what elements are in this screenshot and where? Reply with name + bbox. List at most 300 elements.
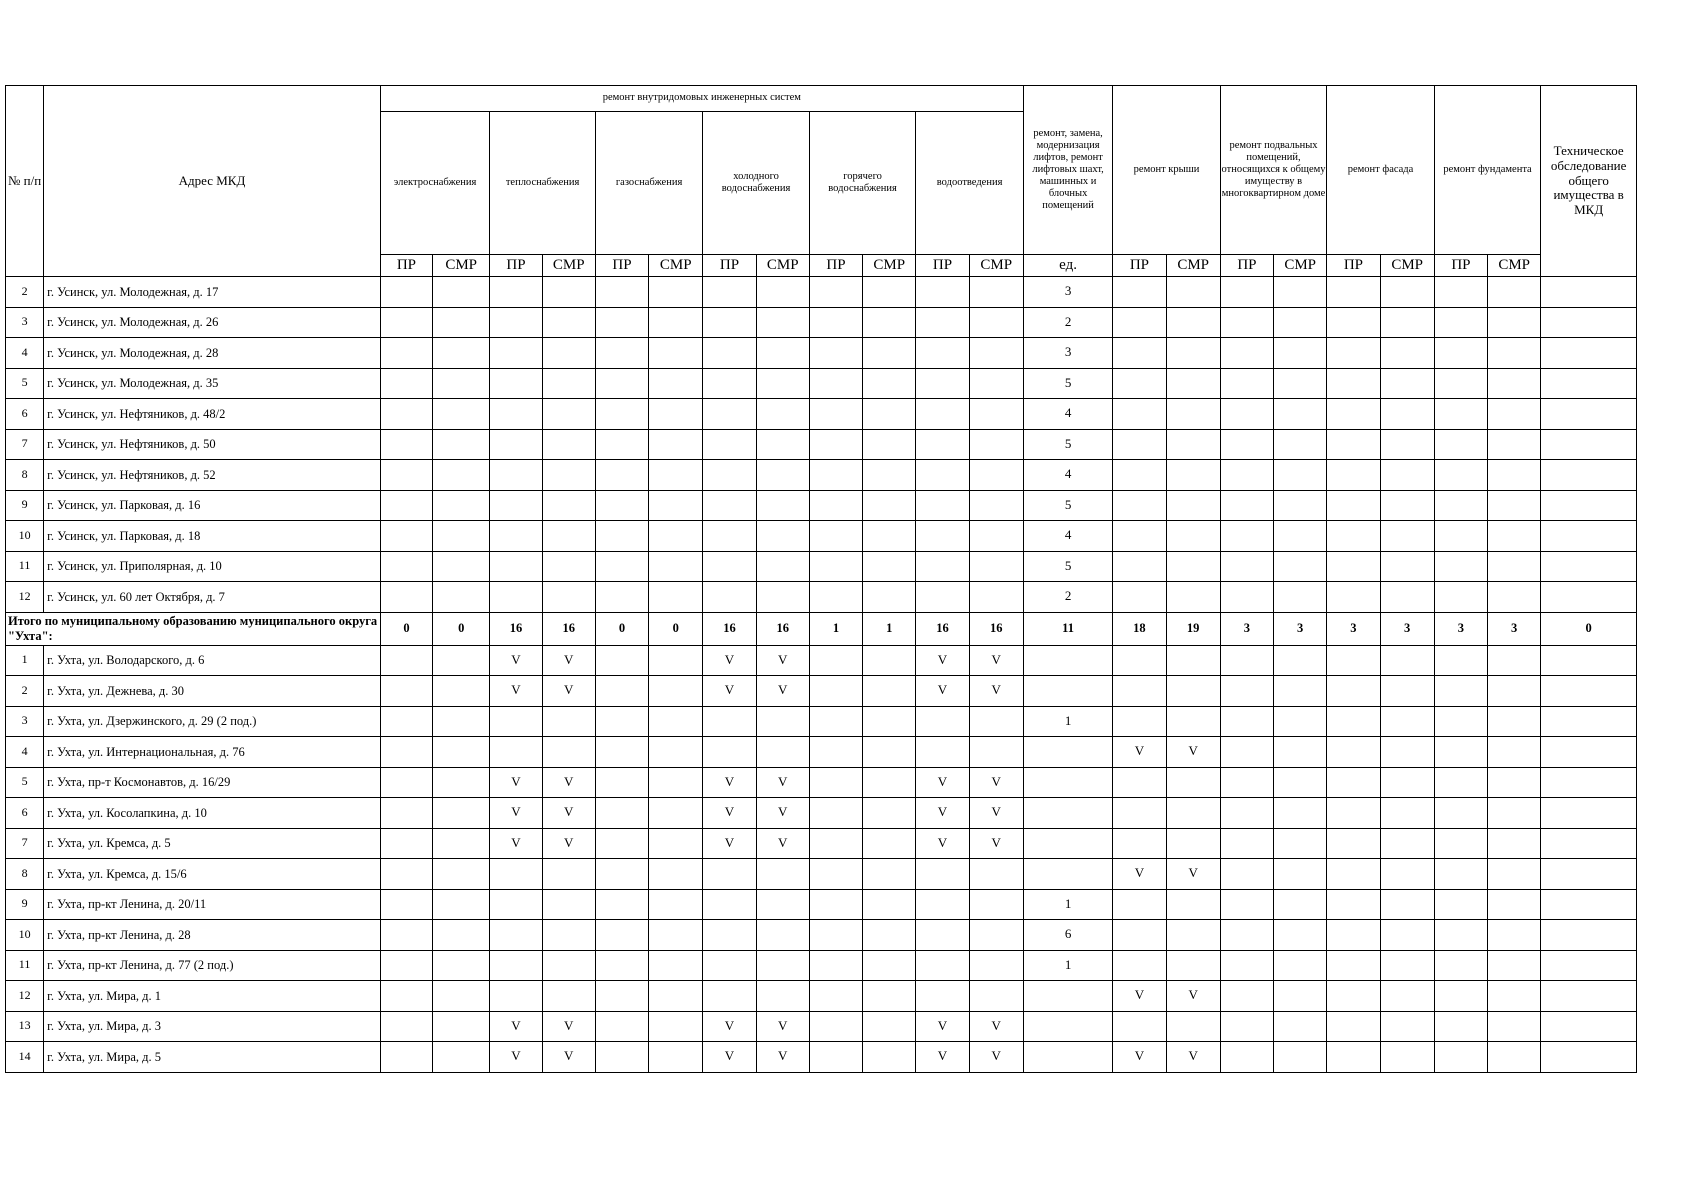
table-cell xyxy=(916,307,969,338)
table-cell xyxy=(595,429,648,460)
total-value: 16 xyxy=(969,612,1023,645)
total-value: 16 xyxy=(916,612,969,645)
table-cell xyxy=(916,859,969,890)
table-cell xyxy=(1274,828,1327,859)
table-cell xyxy=(1327,767,1380,798)
table-cell xyxy=(756,551,809,582)
row-address: г. Усинск, ул. Молодежная, д. 28 xyxy=(44,338,381,369)
table-cell xyxy=(863,582,916,613)
table-cell xyxy=(1434,1042,1487,1073)
table-cell xyxy=(916,490,969,521)
table-cell xyxy=(1434,521,1487,552)
table-cell xyxy=(863,798,916,829)
table-row xyxy=(6,551,1637,582)
table-cell xyxy=(595,460,648,491)
table-cell xyxy=(1274,429,1327,460)
row-number: 6 xyxy=(6,798,44,829)
table-cell xyxy=(1541,920,1637,951)
table-cell: V xyxy=(703,1011,756,1042)
table-cell xyxy=(863,1011,916,1042)
col-header-roof: ремонт крыши xyxy=(1113,86,1221,255)
table-cell xyxy=(1220,859,1273,890)
table-cell xyxy=(969,368,1023,399)
table-cell xyxy=(863,551,916,582)
row-address: г. Ухта, пр-кт Ленина, д. 77 (2 под.) xyxy=(44,950,381,981)
row-address: г. Ухта, ул. Дежнева, д. 30 xyxy=(44,676,381,707)
table-cell xyxy=(542,737,595,768)
table-cell xyxy=(1113,307,1166,338)
table-cell: V xyxy=(969,645,1023,676)
table-cell xyxy=(1166,460,1220,491)
table-cell xyxy=(863,277,916,308)
table-cell xyxy=(703,737,756,768)
table-cell xyxy=(433,1042,490,1073)
table-cell xyxy=(433,490,490,521)
table-cell xyxy=(1434,429,1487,460)
table-cell xyxy=(809,551,862,582)
row-number: 3 xyxy=(6,307,44,338)
table-cell xyxy=(433,645,490,676)
row-address: г. Ухта, ул. Интернациональная, д. 76 xyxy=(44,737,381,768)
table-cell xyxy=(1541,582,1637,613)
col-header-gas: газоснабжения xyxy=(595,112,703,255)
table-cell xyxy=(916,889,969,920)
table-cell: V xyxy=(756,798,809,829)
table-cell xyxy=(380,981,432,1012)
table-cell xyxy=(1541,490,1637,521)
lifts-cell: 4 xyxy=(1023,460,1112,491)
table-cell xyxy=(380,277,432,308)
subheader-pr: ПР xyxy=(1113,255,1166,277)
table-cell xyxy=(433,828,490,859)
table-cell xyxy=(1274,490,1327,521)
table-cell xyxy=(703,277,756,308)
table-cell xyxy=(433,521,490,552)
table-cell xyxy=(1327,338,1380,369)
table-cell xyxy=(809,277,862,308)
table-cell xyxy=(1023,737,1112,768)
table-cell xyxy=(703,981,756,1012)
table-cell xyxy=(1166,277,1220,308)
table-cell xyxy=(1274,798,1327,829)
subheader-pr: ПР xyxy=(1220,255,1273,277)
table-cell: 1 xyxy=(1023,950,1112,981)
table-cell xyxy=(1488,981,1541,1012)
table-cell xyxy=(1166,828,1220,859)
total-value: 11 xyxy=(1023,612,1112,645)
table-cell xyxy=(1434,460,1487,491)
table-cell xyxy=(1274,920,1327,951)
table-cell xyxy=(380,828,432,859)
table-cell xyxy=(433,399,490,430)
table-cell xyxy=(1113,277,1166,308)
row-number: 7 xyxy=(6,429,44,460)
table-cell xyxy=(809,582,862,613)
table-cell xyxy=(433,429,490,460)
table-cell xyxy=(1113,368,1166,399)
table-cell xyxy=(595,706,648,737)
table-cell xyxy=(969,920,1023,951)
table-cell xyxy=(1113,767,1166,798)
table-cell: V xyxy=(542,645,595,676)
table-cell xyxy=(1166,307,1220,338)
table-cell: V xyxy=(916,1042,969,1073)
col-header-facade: ремонт фасада xyxy=(1327,86,1435,255)
table-cell xyxy=(490,889,542,920)
table-cell xyxy=(703,706,756,737)
lifts-cell: 4 xyxy=(1023,399,1112,430)
table-cell xyxy=(863,1042,916,1073)
table-cell xyxy=(1488,582,1541,613)
table-cell xyxy=(1274,399,1327,430)
table-cell xyxy=(1023,645,1112,676)
total-value: 3 xyxy=(1380,612,1434,645)
table-cell: V xyxy=(542,828,595,859)
table-cell xyxy=(1166,889,1220,920)
total-value: 0 xyxy=(433,612,490,645)
table-cell xyxy=(380,490,432,521)
table-cell xyxy=(1327,521,1380,552)
subheader-pr: ПР xyxy=(1327,255,1380,277)
table-cell: V xyxy=(916,645,969,676)
table-cell xyxy=(380,767,432,798)
table-cell xyxy=(809,490,862,521)
table-cell xyxy=(1434,645,1487,676)
row-number: 6 xyxy=(6,399,44,430)
table-cell xyxy=(1113,920,1166,951)
table-cell xyxy=(490,399,542,430)
table-cell xyxy=(380,706,432,737)
table-cell xyxy=(1274,889,1327,920)
total-value: 19 xyxy=(1166,612,1220,645)
subheader-smr: СМР xyxy=(1380,255,1434,277)
total-value: 0 xyxy=(380,612,432,645)
table-cell: V xyxy=(490,767,542,798)
table-cell xyxy=(380,582,432,613)
total-value: 1 xyxy=(863,612,916,645)
table-cell xyxy=(1166,338,1220,369)
table-cell xyxy=(1380,889,1434,920)
table-cell xyxy=(649,828,703,859)
table-cell xyxy=(916,429,969,460)
table-cell xyxy=(1380,767,1434,798)
table-cell xyxy=(649,1042,703,1073)
table-cell xyxy=(863,706,916,737)
table-cell xyxy=(703,490,756,521)
table-cell xyxy=(1113,798,1166,829)
table-cell xyxy=(863,859,916,890)
table-cell xyxy=(542,490,595,521)
table-cell xyxy=(1327,490,1380,521)
table-cell xyxy=(1327,889,1380,920)
table-cell: V xyxy=(1166,737,1220,768)
table-cell xyxy=(1541,798,1637,829)
table-cell xyxy=(1434,1011,1487,1042)
table-cell xyxy=(1274,950,1327,981)
total-value: 0 xyxy=(1541,612,1637,645)
table-row xyxy=(6,920,1637,951)
table-cell xyxy=(1023,859,1112,890)
table-cell xyxy=(380,307,432,338)
table-row xyxy=(6,950,1637,981)
table-cell: V xyxy=(1113,737,1166,768)
table-cell xyxy=(756,920,809,951)
table-cell: V xyxy=(490,645,542,676)
table-cell xyxy=(1541,676,1637,707)
table-cell xyxy=(1541,737,1637,768)
table-cell xyxy=(649,521,703,552)
table-cell xyxy=(380,368,432,399)
row-address: г. Ухта, пр-т Космонавтов, д. 16/29 xyxy=(44,767,381,798)
table-cell xyxy=(1220,1042,1273,1073)
row-address: г. Усинск, ул. 60 лет Октября, д. 7 xyxy=(44,582,381,613)
table-cell: V xyxy=(542,798,595,829)
row-address: г. Ухта, ул. Косолапкина, д. 10 xyxy=(44,798,381,829)
table-cell xyxy=(1220,490,1273,521)
table-cell xyxy=(542,706,595,737)
table-cell xyxy=(969,277,1023,308)
table-cell xyxy=(1327,828,1380,859)
table-cell xyxy=(542,582,595,613)
table-cell xyxy=(1327,920,1380,951)
table-cell xyxy=(969,582,1023,613)
table-cell xyxy=(1113,889,1166,920)
table-cell xyxy=(756,338,809,369)
table-cell xyxy=(1166,490,1220,521)
row-number: 11 xyxy=(6,950,44,981)
table-row xyxy=(6,981,1637,1012)
subheader-pr: ПР xyxy=(380,255,432,277)
table-cell xyxy=(969,551,1023,582)
table-cell xyxy=(1220,981,1273,1012)
table-cell: V xyxy=(542,1042,595,1073)
row-address: г. Ухта, ул. Володарского, д. 6 xyxy=(44,645,381,676)
table-cell xyxy=(1380,645,1434,676)
col-header-basement: ремонт подвальных помещений, относящихся к общему имуществу в многоквартирном доме xyxy=(1220,86,1327,255)
table-cell xyxy=(809,645,862,676)
table-cell xyxy=(756,368,809,399)
subheader-pr: ПР xyxy=(916,255,969,277)
row-number: 5 xyxy=(6,767,44,798)
table-row xyxy=(6,338,1637,369)
table-cell xyxy=(1166,582,1220,613)
table-cell xyxy=(969,706,1023,737)
table-cell xyxy=(756,582,809,613)
table-cell xyxy=(809,338,862,369)
table-cell xyxy=(1434,981,1487,1012)
table-cell xyxy=(1113,460,1166,491)
table-cell xyxy=(1327,307,1380,338)
lifts-cell: 2 xyxy=(1023,582,1112,613)
table-cell xyxy=(380,429,432,460)
row-number: 11 xyxy=(6,551,44,582)
lifts-cell: 4 xyxy=(1023,521,1112,552)
table-cell xyxy=(703,950,756,981)
table-cell xyxy=(1166,706,1220,737)
table-cell xyxy=(863,399,916,430)
table-cell xyxy=(969,490,1023,521)
table-cell xyxy=(1327,645,1380,676)
table-cell xyxy=(1113,676,1166,707)
table-cell xyxy=(1488,798,1541,829)
table-cell xyxy=(1541,1042,1637,1073)
col-header-address: Адрес МКД xyxy=(44,86,381,277)
table-cell xyxy=(1274,706,1327,737)
table-cell: V xyxy=(1166,981,1220,1012)
row-address: г. Ухта, пр-кт Ленина, д. 20/11 xyxy=(44,889,381,920)
table-cell xyxy=(1488,706,1541,737)
row-number: 13 xyxy=(6,1011,44,1042)
table-cell xyxy=(1166,950,1220,981)
table-cell xyxy=(542,950,595,981)
table-cell: V xyxy=(969,767,1023,798)
table-cell xyxy=(809,950,862,981)
table-cell xyxy=(1327,368,1380,399)
table-cell xyxy=(1541,521,1637,552)
table-cell xyxy=(649,399,703,430)
table-row xyxy=(6,399,1637,430)
table-row xyxy=(6,889,1637,920)
table-cell xyxy=(380,950,432,981)
table-cell xyxy=(595,551,648,582)
table-cell xyxy=(1166,429,1220,460)
row-number: 9 xyxy=(6,490,44,521)
total-value: 1 xyxy=(809,612,862,645)
table-cell: V xyxy=(916,828,969,859)
row-number: 2 xyxy=(6,676,44,707)
table-cell xyxy=(863,307,916,338)
table-cell xyxy=(809,706,862,737)
table-cell xyxy=(649,950,703,981)
table-cell xyxy=(380,859,432,890)
subheader-smr: СМР xyxy=(542,255,595,277)
lifts-cell: 5 xyxy=(1023,429,1112,460)
table-cell xyxy=(1274,737,1327,768)
row-number: 8 xyxy=(6,859,44,890)
table-cell xyxy=(1023,676,1112,707)
table-cell xyxy=(809,920,862,951)
table-cell xyxy=(433,676,490,707)
table-cell: 6 xyxy=(1023,920,1112,951)
table-cell xyxy=(916,706,969,737)
table-cell xyxy=(595,950,648,981)
table-cell xyxy=(380,645,432,676)
table-cell xyxy=(1541,460,1637,491)
row-number: 7 xyxy=(6,828,44,859)
table-cell xyxy=(490,490,542,521)
table-cell xyxy=(595,645,648,676)
table-cell xyxy=(649,307,703,338)
table-row xyxy=(6,1011,1637,1042)
table-row xyxy=(6,798,1637,829)
table-cell xyxy=(490,460,542,491)
table-cell xyxy=(703,920,756,951)
total-value: 0 xyxy=(649,612,703,645)
table-cell xyxy=(433,368,490,399)
table-row xyxy=(6,429,1637,460)
table-cell xyxy=(433,706,490,737)
table-cell xyxy=(916,920,969,951)
table-cell xyxy=(490,429,542,460)
row-number: 10 xyxy=(6,920,44,951)
subheader-smr: СМР xyxy=(1274,255,1327,277)
table-row xyxy=(6,582,1637,613)
table-cell xyxy=(1488,429,1541,460)
table-cell xyxy=(1488,950,1541,981)
table-cell xyxy=(1488,859,1541,890)
table-cell: V xyxy=(756,828,809,859)
table-cell xyxy=(1274,551,1327,582)
subheader-units: ед. xyxy=(1023,255,1112,277)
table-cell xyxy=(1434,399,1487,430)
table-cell xyxy=(1380,737,1434,768)
table-cell xyxy=(1434,798,1487,829)
col-header-drainage: водоотведения xyxy=(916,112,1024,255)
table-cell xyxy=(1220,645,1273,676)
table-cell xyxy=(1274,521,1327,552)
table-cell xyxy=(542,338,595,369)
table-cell xyxy=(542,368,595,399)
table-cell xyxy=(1113,429,1166,460)
table-cell: V xyxy=(1166,859,1220,890)
table-cell xyxy=(595,521,648,552)
table-cell xyxy=(380,1011,432,1042)
table-cell xyxy=(490,950,542,981)
total-value: 3 xyxy=(1434,612,1487,645)
table-cell xyxy=(1488,920,1541,951)
row-address: г. Ухта, ул. Мира, д. 5 xyxy=(44,1042,381,1073)
table-cell xyxy=(649,582,703,613)
table-cell xyxy=(1541,767,1637,798)
table-cell xyxy=(1220,950,1273,981)
table-cell xyxy=(1380,1042,1434,1073)
table-cell xyxy=(1113,399,1166,430)
table-cell xyxy=(1220,920,1273,951)
table-cell xyxy=(1166,676,1220,707)
table-cell xyxy=(433,889,490,920)
table-cell xyxy=(380,798,432,829)
table-cell xyxy=(380,460,432,491)
table-cell xyxy=(1220,307,1273,338)
total-value: 3 xyxy=(1220,612,1273,645)
table-cell: V xyxy=(490,676,542,707)
table-cell xyxy=(1327,460,1380,491)
table-cell xyxy=(1380,368,1434,399)
table-cell xyxy=(1488,828,1541,859)
subheader-pr: ПР xyxy=(490,255,542,277)
total-value: 16 xyxy=(703,612,756,645)
table-cell xyxy=(1166,920,1220,951)
table-cell xyxy=(1380,399,1434,430)
total-value: 16 xyxy=(542,612,595,645)
table-cell xyxy=(863,950,916,981)
table-cell xyxy=(649,490,703,521)
table-row xyxy=(6,460,1637,491)
table-cell xyxy=(1220,429,1273,460)
table-cell xyxy=(1220,551,1273,582)
table-cell xyxy=(595,490,648,521)
table-cell: V xyxy=(969,1011,1023,1042)
table-cell xyxy=(490,981,542,1012)
table-cell xyxy=(649,767,703,798)
table-row xyxy=(6,368,1637,399)
lifts-cell: 5 xyxy=(1023,551,1112,582)
table-cell xyxy=(1380,859,1434,890)
table-cell: V xyxy=(916,798,969,829)
table-cell xyxy=(1274,1042,1327,1073)
table-cell xyxy=(969,521,1023,552)
table-cell xyxy=(1434,368,1487,399)
